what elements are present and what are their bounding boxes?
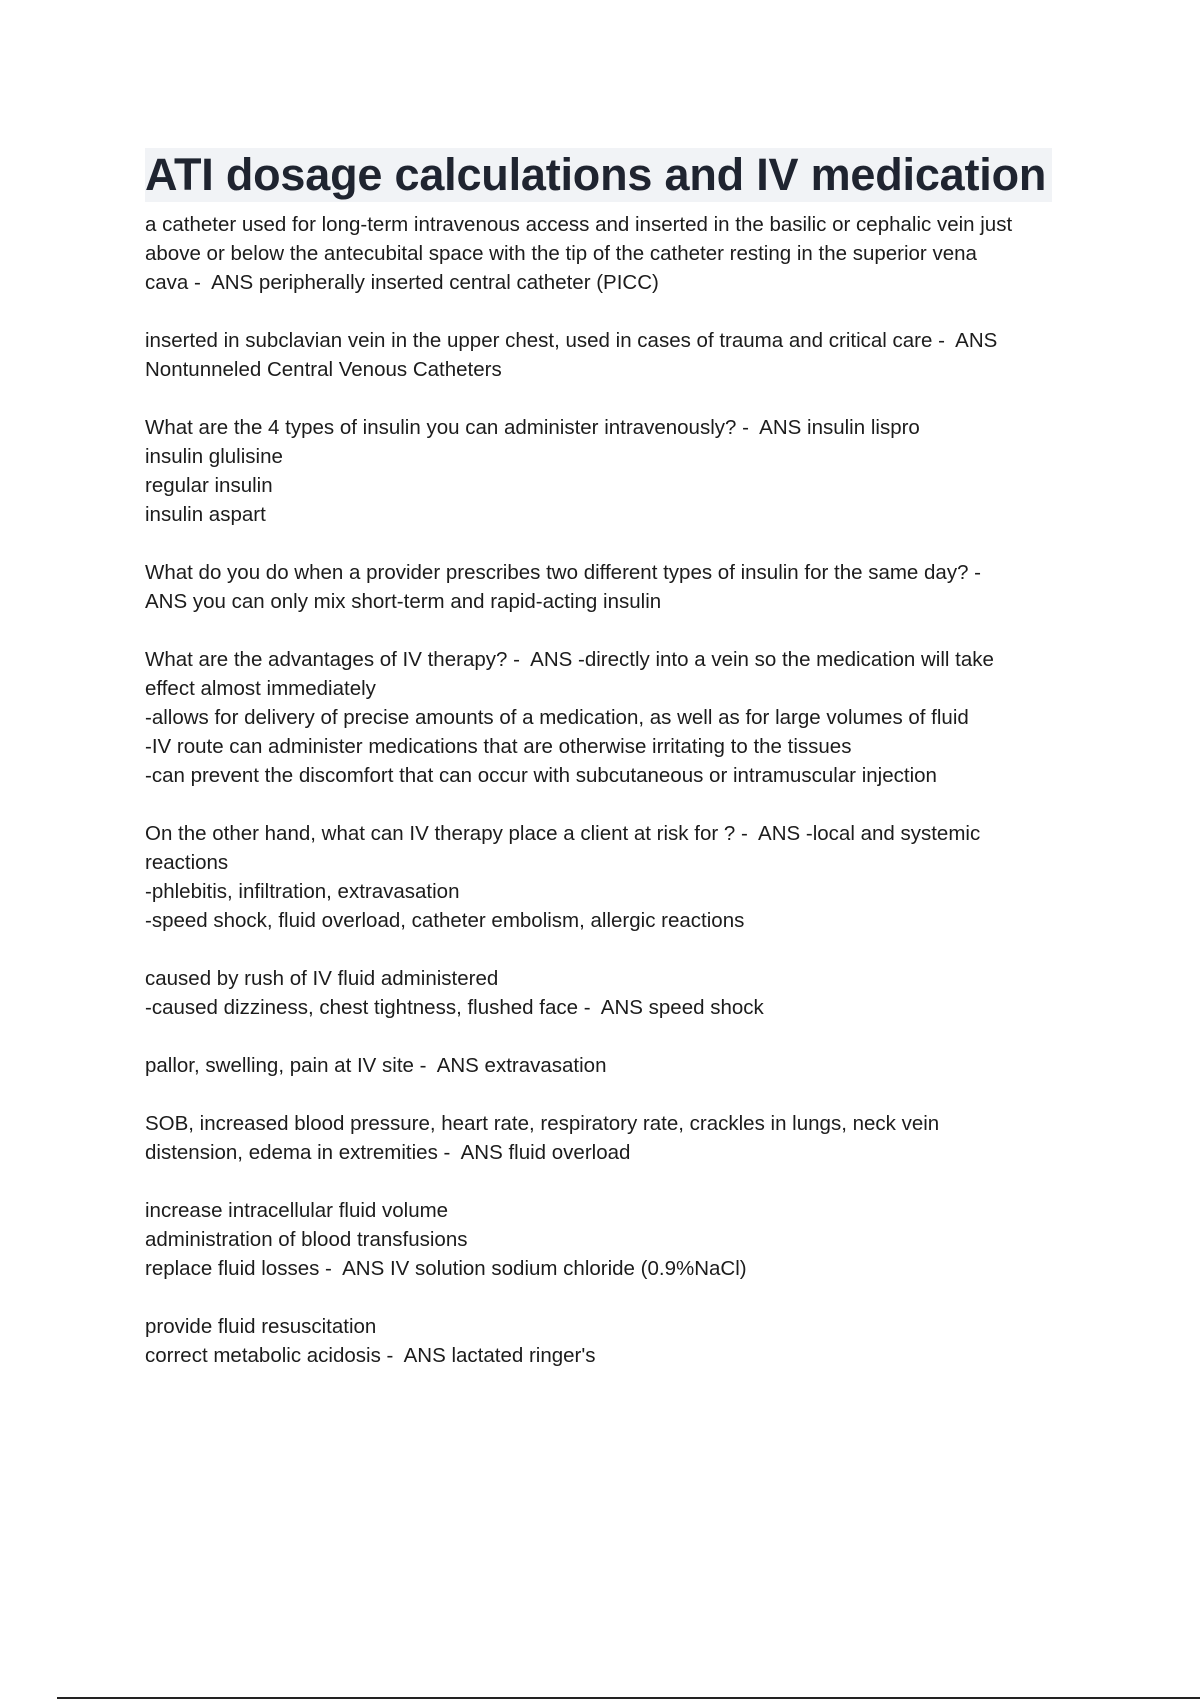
- flashcard-entry: [145, 210, 1090, 297]
- footer-divider: [57, 1697, 1200, 1699]
- flashcard-line: above or below the antecubital space with the tip of the catheter resting in the superior vena: [145, 242, 977, 265]
- document-page: [145, 148, 1090, 1399]
- flashcard-line: -can prevent the discomfort that can occur with subcutaneous or intramuscular injection: [145, 764, 937, 787]
- flashcard-line: SOB, increased blood pressure, heart rate, respiratory rate, crackles in lungs, neck vein: [145, 1112, 940, 1135]
- flashcard-entry: [145, 1051, 1090, 1080]
- flashcard-line: administration of blood transfusions: [145, 1228, 468, 1251]
- flashcard-line: inserted in subclavian vein in the upper chest, used in cases of trauma and critical care - ANS: [145, 329, 998, 352]
- flashcard-entry: [145, 1312, 1090, 1370]
- document-title: ATI dosage calculations and IV medication: [145, 149, 1047, 200]
- flashcard-list: [145, 210, 1090, 1370]
- flashcard-line: -caused dizziness, chest tightness, flushed face - ANS speed shock: [145, 996, 764, 1019]
- flashcard-line: insulin glulisine: [145, 445, 283, 468]
- flashcard-line: effect almost immediately: [145, 677, 376, 700]
- flashcard-entry: [145, 326, 1090, 384]
- flashcard-line: What do you do when a provider prescribes two different types of insulin for the same day? -: [145, 561, 982, 584]
- flashcard-line: replace fluid losses - ANS IV solution sodium chloride (0.9%NaCl): [145, 1257, 747, 1280]
- flashcard-line: -allows for delivery of precise amounts of a medication, as well as for large volumes of fluid: [145, 706, 969, 729]
- flashcard-entry: [145, 413, 1090, 529]
- flashcard-line: distension, edema in extremities - ANS fluid overload: [145, 1141, 631, 1164]
- flashcard-line: -phlebitis, infiltration, extravasation: [145, 880, 460, 903]
- flashcard-line: Nontunneled Central Venous Catheters: [145, 358, 502, 381]
- flashcard-line: What are the advantages of IV therapy? - ANS -directly into a vein so the medication will take: [145, 648, 994, 671]
- flashcard-entry: [145, 1109, 1090, 1167]
- flashcard-line: What are the 4 types of insulin you can administer intravenously? - ANS insulin lispro: [145, 416, 920, 439]
- flashcard-entry: [145, 1196, 1090, 1283]
- flashcard-entry: [145, 558, 1090, 616]
- flashcard-line: On the other hand, what can IV therapy place a client at risk for ? - ANS -local and systemic: [145, 822, 981, 845]
- flashcard-line: -IV route can administer medications that are otherwise irritating to the tissues: [145, 735, 852, 758]
- flashcard-line: insulin aspart: [145, 503, 266, 526]
- flashcard-line: reactions: [145, 851, 229, 874]
- flashcard-entry: [145, 964, 1090, 1022]
- flashcard-entry: [145, 819, 1090, 935]
- flashcard-line: regular insulin: [145, 474, 273, 497]
- flashcard-line: cava - ANS peripherally inserted central catheter (PICC): [145, 271, 659, 294]
- flashcard-line: ANS you can only mix short-term and rapid-acting insulin: [145, 590, 662, 613]
- flashcard-line: caused by rush of IV fluid administered: [145, 967, 499, 990]
- flashcard-entry: [145, 645, 1090, 790]
- flashcard-line: pallor, swelling, pain at IV site - ANS extravasation: [145, 1054, 607, 1077]
- flashcard-line: a catheter used for long-term intravenous access and inserted in the basilic or cephalic vein just: [145, 213, 1013, 236]
- title-highlight: [145, 148, 1052, 202]
- flashcard-line: -speed shock, fluid overload, catheter embolism, allergic reactions: [145, 909, 745, 932]
- flashcard-line: correct metabolic acidosis - ANS lactated ringer's: [145, 1344, 596, 1367]
- flashcard-line: provide fluid resuscitation: [145, 1315, 377, 1338]
- flashcard-line: increase intracellular fluid volume: [145, 1199, 449, 1222]
